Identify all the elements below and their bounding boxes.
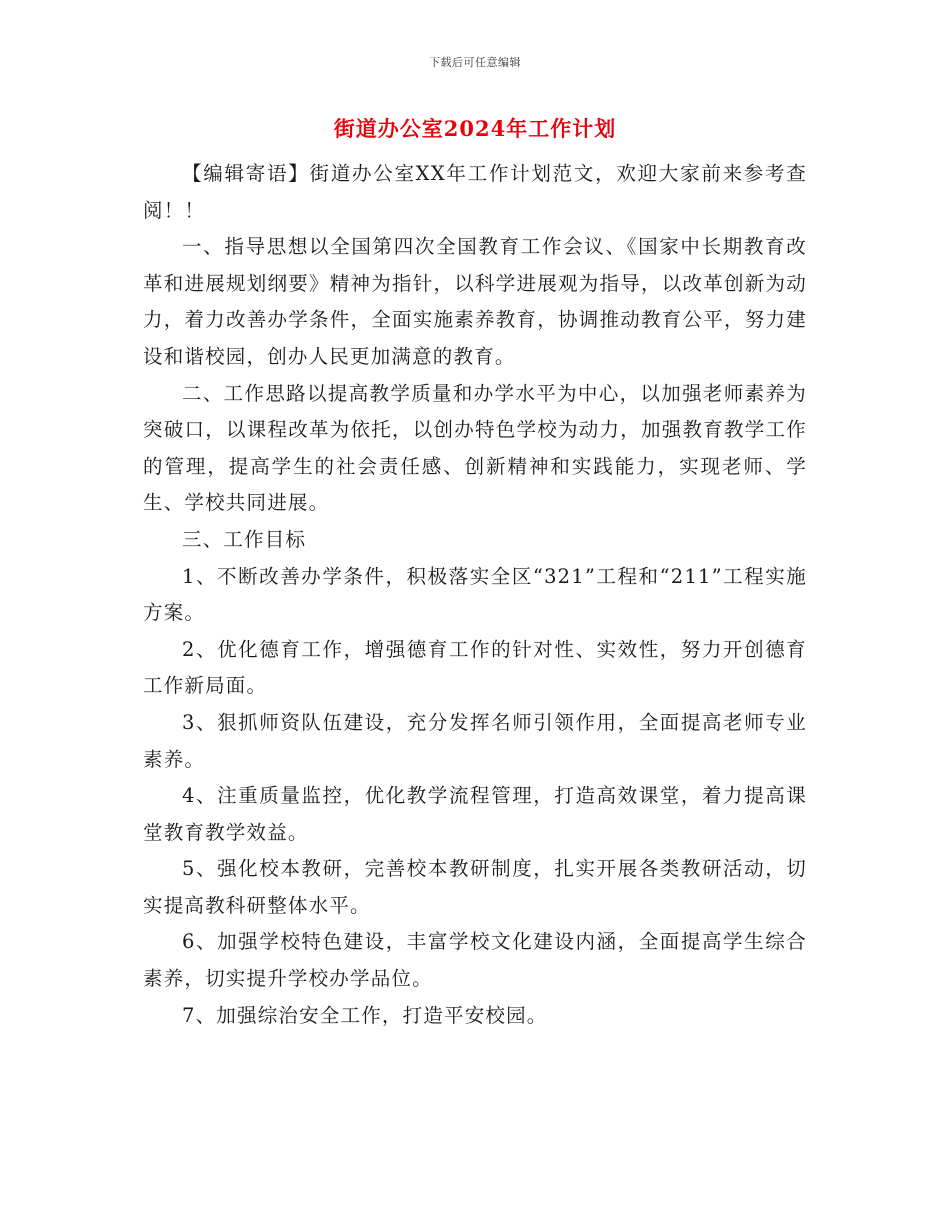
goal-item-2: 2、优化德育工作，增强德育工作的针对性、实效性，努力开创德育工作新局面。: [143, 637, 807, 698]
work-approach-paragraph: 二、工作思路以提高教学质量和办学水平为中心，以加强老师素养为突破口，以课程改革为依托，以创办特色学校为动力，加强教育教学工作的管理，提高学生的社会责任感、创新精神和实践能力，实现老师、学生、学校共同进展。: [143, 381, 807, 515]
goal-item-1: 1、不断改善办学条件，积极落实全区“321”工程和“211”工程实施方案。: [143, 564, 807, 625]
goal-item-7: 7、加强综治安全工作，打造平安校园。: [182, 1003, 548, 1027]
editor-note-paragraph: 【编辑寄语】街道办公室XX年工作计划范文，欢迎大家前来参考查阅！！: [143, 162, 807, 222]
header-note: 下载后可任意编辑: [429, 56, 521, 69]
work-goals-heading: 三、工作目标: [182, 527, 307, 551]
document-body: [143, 156, 807, 1034]
document-title: 街道办公室2024年工作计划: [333, 116, 617, 141]
guiding-ideology-paragraph: 一、指导思想以全国第四次全国教育工作会议、《国家中长期教育改革和进展规划纲要》精神为指针，以科学进展观为指导，以改革创新为动力，着力改善办学条件，全面实施素养教育，协调推动教育公平，努力建设和谐校园，创办人民更加满意的教育。: [143, 235, 807, 368]
goal-item-6: 6、加强学校特色建设，丰富学校文化建设内涵，全面提高学生综合素养，切实提升学校办学品位。: [143, 930, 807, 991]
goal-item-4: 4、注重质量监控，优化教学流程管理，打造高效课堂，着力提高课堂教育教学效益。: [143, 784, 807, 844]
goal-item-3: 3、狠抓师资队伍建设，充分发挥名师引领作用，全面提高老师专业素养。: [143, 710, 807, 771]
goal-item-5: 5、强化校本教研，完善校本教研制度，扎实开展各类教研活动，切实提高教科研整体水平。: [143, 857, 807, 917]
